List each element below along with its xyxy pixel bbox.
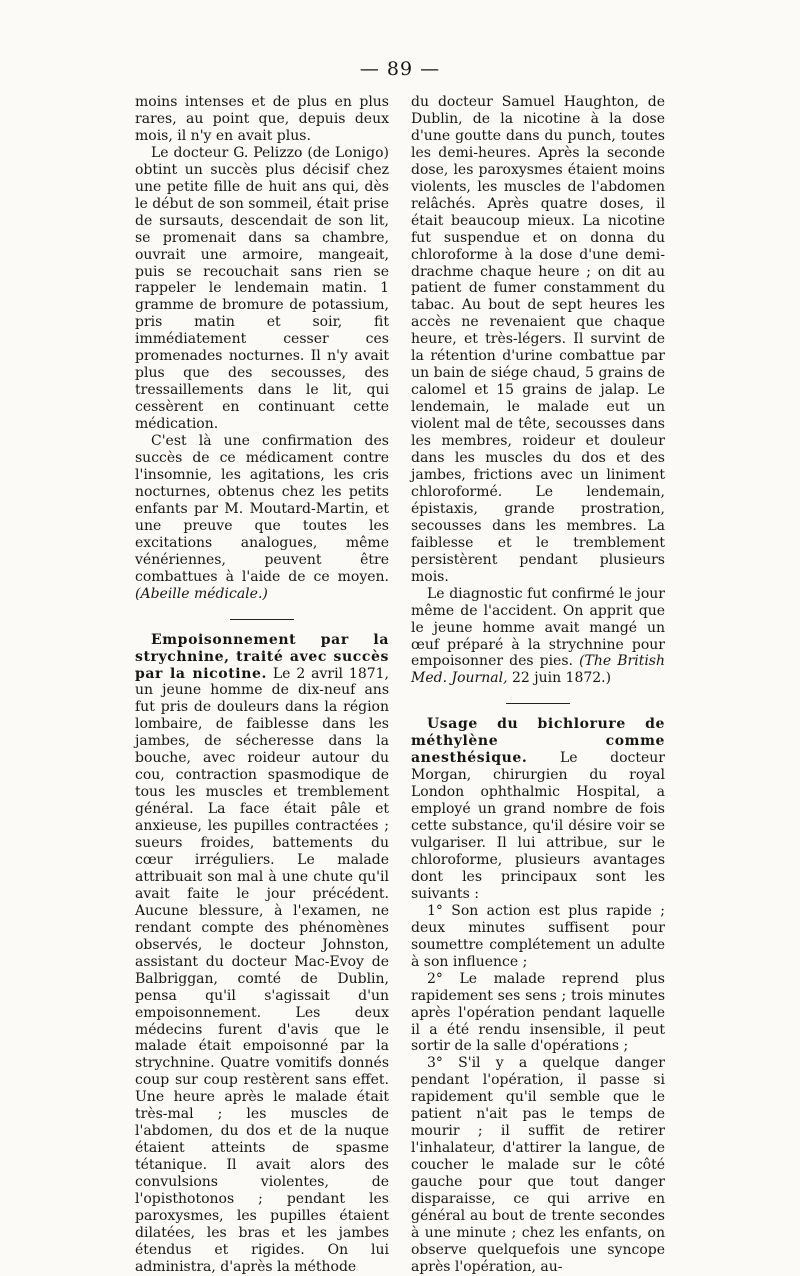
- paragraph: du docteur Samuel Haughton, de Dublin, de la nicotine à la dose d'une goutte dans du punch, toutes les demi-heures. Après la seconde dose, les paroxysmes étaient moins violents, les muscles de l'abdomen relâchés. Après quatre doses, il était beaucoup mieux. La nicotine fut suspendue et on donna du chloroforme à la dose d'une demi-drachme chaque heure ; on dit au patient de fumer constamment du tabac. Au bout de sept heures les accès ne revenaient que chaque heure, et très-légers. Il survint de la rétention d'urine combattue par un bain de siége chaud, 5 grains de calomel et 15 grains de jalap. Le lendemain, le malade eut un violent mal de tête, secousses dans les membres, roideur et douleur dans les muscles du dos et des jambes, frictions avec un liniment chloroformé. Le lendemain, épistaxis, grande prostration, secousses dans les membres. La faiblesse et le tremblement persistèrent pendant plusieurs mois.: [411, 94, 665, 585]
- page-number: — 89 —: [359, 58, 441, 80]
- list-item: 1° Son action est plus rapide ; deux minutes suffisent pour soumettre complétement un adulte à son influence ;: [411, 902, 665, 970]
- article-text: Le 2 avril 1871, un jeune homme de dix-neuf ans fut pris de douleurs dans la région lombaire, de faiblesse dans les jambes, de sécheresse dans la bouche, avec roideur autour du cou, contraction spasmodique de tous les muscles et tremblement général. La face était pâle et anxieuse, les pupilles contractées ; sueurs froides, battements du cœur irréguliers. Le malade attribuait son mal à une chute qu'il avait faite le jour précédent. Aucune blessure, à l'examen, ne rendant compte des phénomènes observés, le docteur Johnston, assistant du docteur Mac-Evoy de Balbriggan, comté de Dublin, pensa qu'il s'agissait d'un empoisonnement. Les deux médecins furent d'avis que le malade était empoisonné par la strychnine. Quatre vomitifs donnés coup sur coup restèrent sans effet. Une heure après le malade était très-mal ; les muscles de l'abdomen, du dos et de la nuque étaient atteints de spasme tétanique. Il avait alors des convulsions violentes, de l'opisthotonos ; pendant les paroxysmes, les pupilles étaient dilatées, les bras et les jambes étendus et rigides. On lui administra, d'après la méthode: [135, 665, 389, 1275]
- paragraph-text: C'est là une confirmation des succès de ce médicament contre l'insomnie, les agitations, les cris nocturnes, obtenus chez les petits enfants par M. Moutard-Martin, et une preuve que toutes les excitations analogues, même vénériennes, peuvent être combattues à l'aide de ce moyen.: [135, 433, 389, 585]
- section-divider: [230, 619, 294, 620]
- source-citation: (Abeille médicale.): [135, 585, 268, 602]
- article-paragraph: [135, 632, 389, 1276]
- source-citation: (The British Med. Journal,: [411, 653, 665, 687]
- list-item: 3° S'il y a quelque danger pendant l'opération, il passe si rapidement qu'il semble que le patient n'ait pas le temps de mourir ; il suffit de retirer l'inhalateur, d'attirer la langue, de coucher le malade sur le côté gauche pour que tout danger disparaisse, ce qui arrive en général au bout de trente secondes à une minute ; chez les enfants, on observe quelquefois une syncope après l'opération, au-: [411, 1055, 665, 1275]
- paragraph-text: Le diagnostic fut confirmé le jour même de l'accident. On apprit que le jeune homme avait mangé un œuf préparé à la strychnine pour empoisonner des pies.: [411, 585, 665, 670]
- source-date: 22 juin 1872.): [511, 670, 612, 687]
- left-column: [135, 94, 389, 1276]
- right-column: [411, 94, 665, 1276]
- article-heading: Empoisonnement par la strychnine, traité avec succès par la nicotine.: [135, 631, 389, 682]
- article-paragraph: [411, 716, 665, 902]
- paragraph: [135, 433, 389, 603]
- paragraph: Le docteur G. Pelizzo (de Lonigo) obtint un succès plus décisif chez une petite fille de huit ans qui, dès le début de son sommeil, était prise de sursauts, descendait de son lit, se promenait dans sa chambre, ouvrait une armoire, mangeait, puis se recouchait sans rien se rappeler le lendemain matin. 1 gramme de bromure de potassium, pris matin et soir, fit immédiatement cesser ces promenades nocturnes. Il n'y avait plus que des secousses, des tressaillements dans le lit, qui cessèrent en continuant cette médication.: [135, 144, 390, 433]
- article-heading: Usage du bichlorure de méthylène comme anesthésique.: [411, 716, 665, 767]
- section-divider: [506, 703, 570, 704]
- paragraph: moins intenses et de plus en plus rares, au point que, depuis deux mois, il n'y en avait plus.: [135, 94, 389, 144]
- list-item: 2° Le malade reprend plus rapidement ses sens ; trois minutes après l'opération pendant laquelle il a été rendu insensible, il peut sortir de la salle d'opérations ;: [411, 970, 665, 1055]
- paragraph: [411, 586, 665, 688]
- article-text: Le docteur Morgan, chirurgien du royal London ophthalmic Hospital, a employé un grand nombre de fois cette substance, qu'il désire voir se vulgariser. Il lui attribue, sur le chloroforme, plusieurs avantages dont les principaux sont les suivants :: [411, 750, 665, 902]
